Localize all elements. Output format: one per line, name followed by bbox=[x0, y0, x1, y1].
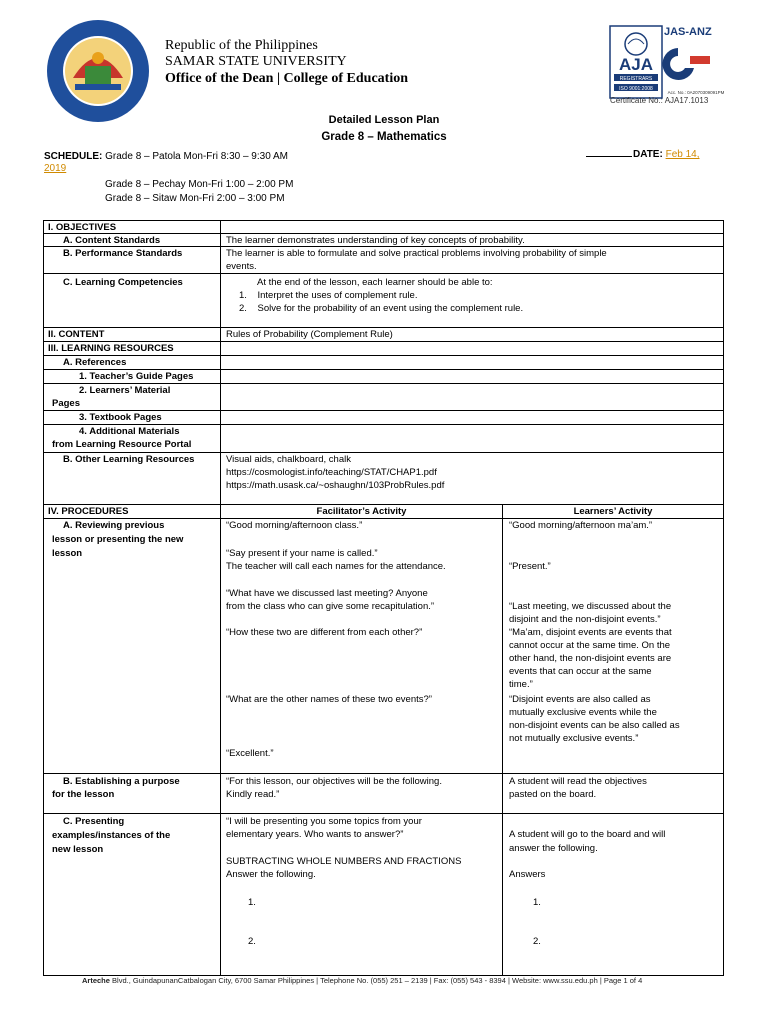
label-additional-materials-2: from Learning Resource Portal bbox=[52, 439, 192, 450]
c-facilitator-1: “I will be presenting you some topics from your bbox=[226, 816, 422, 827]
a-learner-6: cannot occur at the same time. On the bbox=[509, 640, 671, 651]
c-facilitator-2: elementary years. Who wants to answer?” bbox=[226, 829, 404, 840]
date-year: 2019 bbox=[44, 163, 67, 174]
lesson-plan-table bbox=[43, 220, 724, 976]
university-name: SAMAR STATE UNIVERSITY bbox=[165, 54, 347, 69]
a-learner-13: not mutually exclusive events.” bbox=[509, 733, 639, 744]
a-facilitator-5: from the class who can give some recapitulation.” bbox=[226, 601, 435, 612]
c-facilitator-5: 1. bbox=[248, 897, 256, 908]
c-learner-4: 1. bbox=[533, 897, 541, 908]
b-learner-2: pasted on the board. bbox=[509, 789, 597, 800]
label-lm-pages-1: 2. Learners’ Material bbox=[79, 385, 171, 396]
label-references: A. References bbox=[63, 357, 127, 368]
schedule-item-2: Grade 8 – Pechay Mon-Fri 1:00 – 2:00 PM bbox=[105, 179, 294, 190]
learning-competency-1-number: 1. bbox=[239, 290, 258, 301]
office-name: Office of the Dean | College of Education bbox=[165, 71, 408, 86]
date-underline bbox=[586, 148, 632, 157]
a-learner-12: non-disjoint events can be also called as bbox=[509, 720, 680, 731]
schedule-line-1 bbox=[44, 150, 288, 163]
b-facilitator-1: “For this lesson, our objectives will be the following. bbox=[226, 776, 442, 787]
c-learner-3: Answers bbox=[509, 869, 546, 880]
university-seal-logo bbox=[45, 18, 151, 124]
c-learner-2: answer the following. bbox=[509, 843, 598, 854]
label-procedure-c-3: new lesson bbox=[52, 844, 104, 855]
learning-competencies-intro: At the end of the lesson, each learner should be able to: bbox=[257, 277, 493, 288]
label-learning-competencies: C. Learning Competencies bbox=[63, 277, 183, 288]
label-objectives: I. OBJECTIVES bbox=[48, 222, 117, 233]
a-facilitator-8: “Excellent.” bbox=[226, 748, 274, 759]
label-content-standards: A. Content Standards bbox=[63, 235, 161, 246]
other-resources-1: Visual aids, chalkboard, chalk bbox=[226, 454, 351, 465]
date-value: Feb 14, bbox=[665, 149, 700, 160]
svg-text:REGISTRARS: REGISTRARS bbox=[619, 76, 653, 82]
cert-brand: JAS-ANZ bbox=[664, 26, 712, 38]
document-subtitle: Grade 8 – Mathematics bbox=[321, 131, 447, 143]
learners-activity-header: Learners’ Activity bbox=[573, 506, 653, 517]
a-learner-1: “Good morning/afternoon ma’am.” bbox=[509, 520, 653, 531]
a-learner-11: mutually exclusive events while the bbox=[509, 707, 657, 718]
label-procedures: IV. PROCEDURES bbox=[48, 506, 129, 517]
c-facilitator-3: SUBTRACTING WHOLE NUMBERS AND FRACTIONS bbox=[226, 856, 462, 867]
learning-competency-1 bbox=[239, 289, 417, 302]
a-learner-2: “Present.” bbox=[509, 561, 551, 572]
content-standards-value: The learner demonstrates understanding of key concepts of probability. bbox=[226, 235, 525, 246]
page-footer bbox=[82, 976, 642, 985]
learning-competency-2-text: Solve for the probability of an event using the complement rule. bbox=[257, 303, 524, 314]
row-objectives bbox=[44, 221, 723, 234]
label-procedure-a-3: lesson bbox=[52, 548, 83, 559]
label-procedure-c-1: C. Presenting bbox=[63, 816, 125, 827]
label-procedure-c-2: examples/instances of the bbox=[52, 830, 171, 841]
a-facilitator-4: “What have we discussed last meeting? Anyone bbox=[226, 588, 428, 599]
university-header bbox=[165, 38, 408, 87]
a-facilitator-1: “Good morning/afternoon class.” bbox=[226, 520, 363, 531]
other-resources-link-2: https://math.usask.ca/~oshaughn/103ProbRules.pdf bbox=[226, 480, 445, 491]
column-divider-1 bbox=[220, 221, 221, 975]
label-performance-standards: B. Performance Standards bbox=[63, 248, 183, 259]
a-learner-7: other hand, the non-disjoint events are bbox=[509, 653, 672, 664]
footer-street: Arteche bbox=[82, 976, 110, 985]
a-learner-4: disjoint and the non-disjoint events.” bbox=[509, 614, 661, 625]
label-learning-resources: III. LEARNING RESOURCES bbox=[48, 343, 174, 354]
performance-standards-value-2: events. bbox=[226, 261, 257, 272]
a-learner-9: time.” bbox=[509, 679, 533, 690]
date-field bbox=[586, 148, 700, 160]
other-resources-link-1: https://cosmologist.info/teaching/STAT/CHAP1.pdf bbox=[226, 467, 437, 478]
label-procedure-a-2: lesson or presenting the new bbox=[52, 534, 184, 545]
c-learner-5: 2. bbox=[533, 936, 541, 947]
schedule-item-1: Grade 8 – Patola Mon-Fri 8:30 – 9:30 AM bbox=[105, 151, 289, 162]
a-facilitator-6: “How these two are different from each other?” bbox=[226, 627, 423, 638]
b-learner-1: A student will read the objectives bbox=[509, 776, 647, 787]
column-divider-2 bbox=[502, 505, 503, 975]
facilitator-activity-header: Facilitator’s Activity bbox=[316, 506, 407, 517]
learning-competency-2-number: 2. bbox=[239, 303, 258, 314]
row-references bbox=[44, 356, 723, 370]
label-textbook-pages: 3. Textbook Pages bbox=[79, 412, 162, 423]
footer-address: Blvd., GuindapunanCatbalogan City, 6700 Samar Philippines | Telephone No. (055) 251 – 2139 | Fax: (055) 543 - 8394 | Website: www.ssu.edu.ph | bbox=[109, 976, 602, 985]
c-learner-1: A student will go to the board and will bbox=[509, 829, 666, 840]
c-facilitator-6: 2. bbox=[248, 936, 256, 947]
document-title: Detailed Lesson Plan bbox=[328, 114, 440, 126]
republic-line: Republic of the Philippines bbox=[165, 38, 318, 53]
a-facilitator-7: “What are the other names of these two events?” bbox=[226, 694, 432, 705]
svg-text:AJA: AJA bbox=[618, 55, 654, 74]
svg-text:ISO 9001:2008: ISO 9001:2008 bbox=[619, 86, 653, 92]
label-additional-materials-1: 4. Additional Materials bbox=[79, 426, 180, 437]
label-lm-pages-2: Pages bbox=[52, 398, 80, 409]
page-number: Page 1 of 4 bbox=[603, 976, 643, 985]
schedule-label: SCHEDULE: bbox=[44, 151, 103, 162]
b-facilitator-2: Kindly read.” bbox=[226, 789, 280, 800]
certificate-number: Certificate No.: AJA17.1013 bbox=[610, 96, 709, 105]
learning-competency-1-text: Interpret the uses of complement rule. bbox=[257, 290, 418, 301]
a-facilitator-2: “Say present if your name is called.” bbox=[226, 548, 378, 559]
a-learner-5: “Ma’am, disjoint events are events that bbox=[509, 627, 672, 638]
a-learner-8: events that can occur at the same bbox=[509, 666, 652, 677]
label-other-resources: B. Other Learning Resources bbox=[63, 454, 195, 465]
learning-competency-2 bbox=[239, 302, 523, 315]
date-label: DATE: bbox=[633, 149, 663, 160]
a-learner-10: “Disjoint events are also called as bbox=[509, 694, 651, 705]
schedule-item-3: Grade 8 – Sitaw Mon-Fri 2:00 – 3:00 PM bbox=[105, 193, 285, 204]
label-procedure-b-1: B. Establishing a purpose bbox=[63, 776, 180, 787]
c-facilitator-4: Answer the following. bbox=[226, 869, 316, 880]
label-tg-pages: 1. Teacher’s Guide Pages bbox=[79, 371, 194, 382]
svg-text:Acc. No.: 0A2070309091PM: Acc. No.: 0A2070309091PM bbox=[667, 90, 724, 95]
label-content: II. CONTENT bbox=[48, 329, 105, 340]
label-procedure-a-1: A. Reviewing previous bbox=[63, 520, 165, 531]
a-facilitator-3: The teacher will call each names for the attendance. bbox=[226, 561, 446, 572]
label-procedure-b-2: for the lesson bbox=[52, 789, 115, 800]
a-learner-3: “Last meeting, we discussed about the bbox=[509, 601, 672, 612]
performance-standards-value-1: The learner is able to formulate and solve practical problems involving probability of simple bbox=[226, 248, 607, 259]
content-value: Rules of Probability (Complement Rule) bbox=[226, 329, 393, 340]
